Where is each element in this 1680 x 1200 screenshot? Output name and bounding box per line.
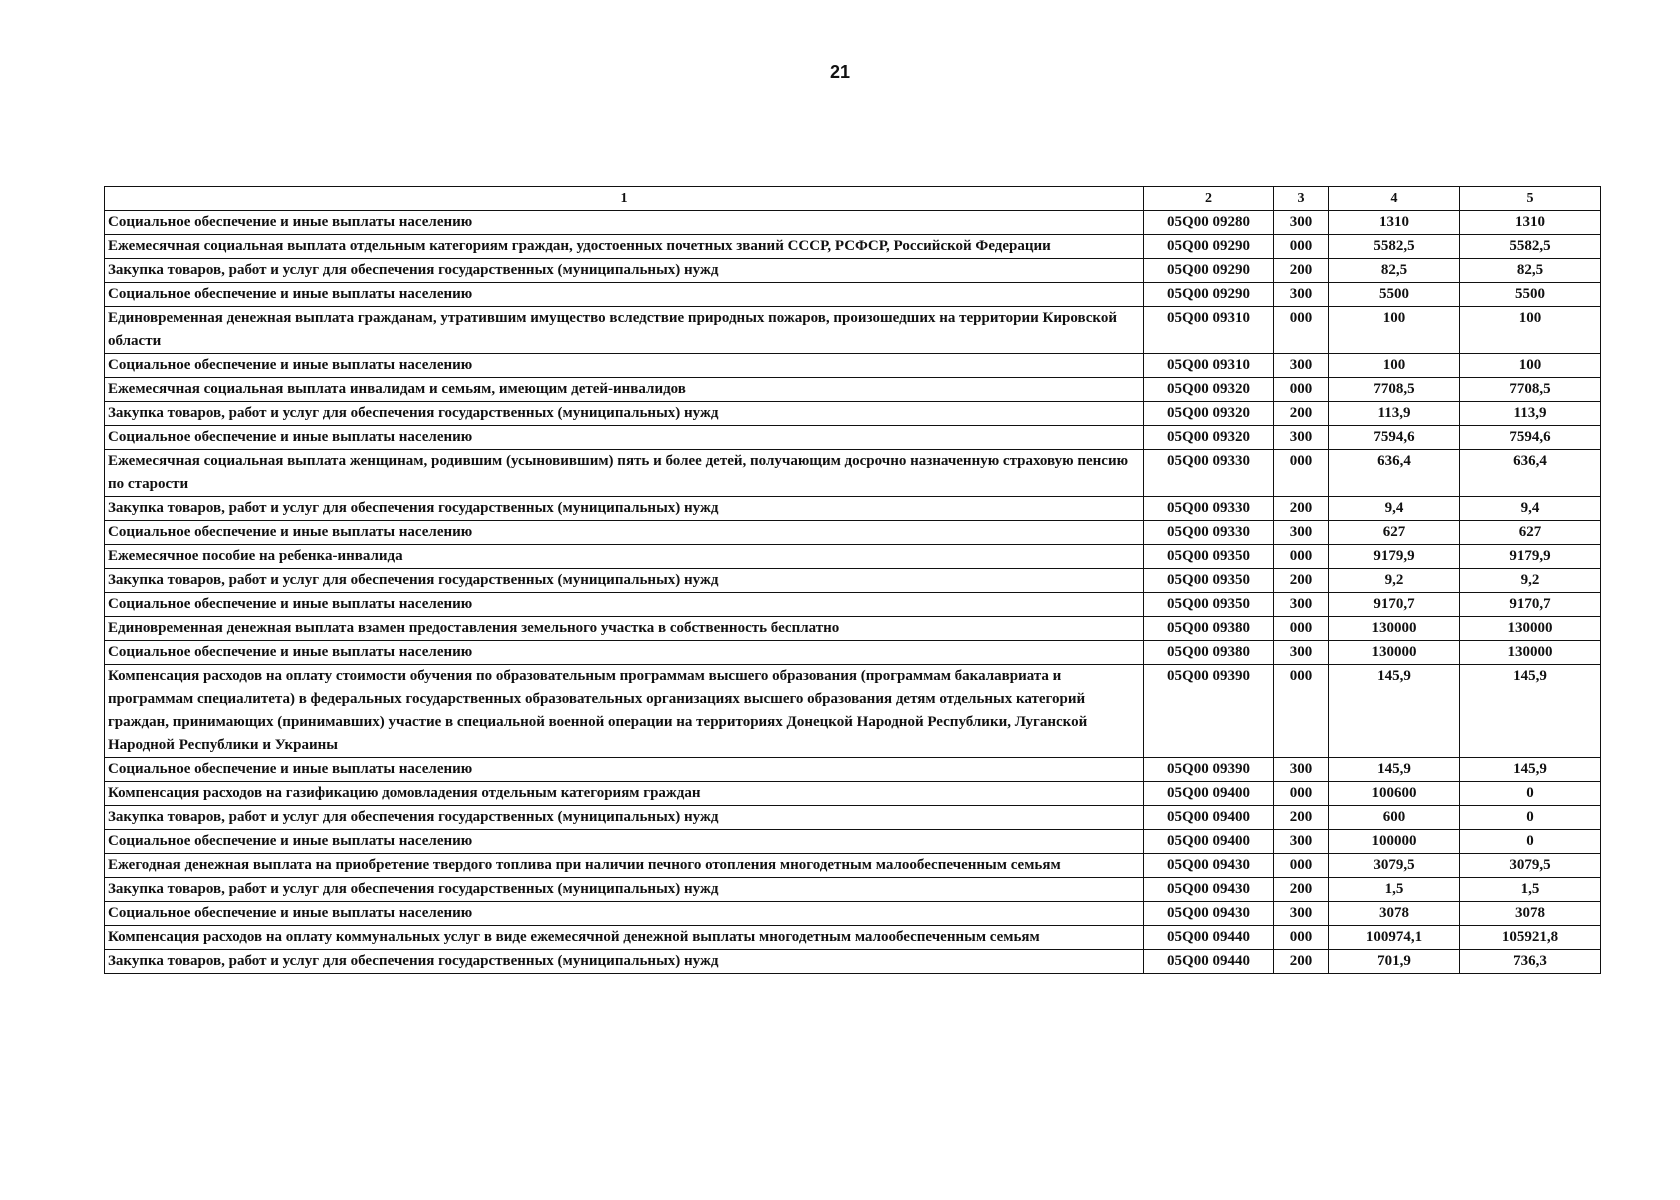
amount-col-4: 1310 (1329, 211, 1460, 235)
expense-type-code: 300 (1274, 758, 1329, 782)
amount-col-5: 145,9 (1460, 665, 1601, 758)
target-article-code: 05Q00 09290 (1144, 259, 1274, 283)
amount-col-4: 130000 (1329, 641, 1460, 665)
amount-col-5: 0 (1460, 782, 1601, 806)
row-description: Компенсация расходов на газификацию домовладения отдельным категориям граждан (105, 782, 1144, 806)
amount-col-5: 3079,5 (1460, 854, 1601, 878)
amount-col-5: 5582,5 (1460, 235, 1601, 259)
row-description: Социальное обеспечение и иные выплаты населению (105, 354, 1144, 378)
target-article-code: 05Q00 09400 (1144, 782, 1274, 806)
amount-col-4: 701,9 (1329, 950, 1460, 974)
row-description: Ежемесячное пособие на ребенка-инвалида (105, 545, 1144, 569)
budget-table (104, 186, 1601, 974)
amount-col-5: 100 (1460, 307, 1601, 354)
target-article-code: 05Q00 09350 (1144, 593, 1274, 617)
expense-type-code: 300 (1274, 641, 1329, 665)
amount-col-4: 9179,9 (1329, 545, 1460, 569)
target-article-code: 05Q00 09380 (1144, 617, 1274, 641)
row-description: Закупка товаров, работ и услуг для обеспечения государственных (муниципальных) нужд (105, 497, 1144, 521)
amount-col-4: 9,2 (1329, 569, 1460, 593)
amount-col-4: 113,9 (1329, 402, 1460, 426)
expense-type-code: 000 (1274, 307, 1329, 354)
amount-col-4: 145,9 (1329, 665, 1460, 758)
target-article-code: 05Q00 09280 (1144, 211, 1274, 235)
expense-type-code: 000 (1274, 782, 1329, 806)
expense-type-code: 000 (1274, 926, 1329, 950)
table-row (105, 235, 1601, 259)
expense-type-code: 200 (1274, 878, 1329, 902)
table-row (105, 665, 1601, 758)
row-description: Социальное обеспечение и иные выплаты населению (105, 830, 1144, 854)
target-article-code: 05Q00 09440 (1144, 926, 1274, 950)
page-number: 21 (829, 62, 851, 82)
table-row (105, 378, 1601, 402)
row-description: Закупка товаров, работ и услуг для обеспечения государственных (муниципальных) нужд (105, 950, 1144, 974)
target-article-code: 05Q00 09330 (1144, 450, 1274, 497)
row-description: Закупка товаров, работ и услуг для обеспечения государственных (муниципальных) нужд (105, 259, 1144, 283)
amount-col-4: 100 (1329, 354, 1460, 378)
column-header-4: 4 (1329, 187, 1460, 211)
amount-col-5: 130000 (1460, 617, 1601, 641)
amount-col-4: 9170,7 (1329, 593, 1460, 617)
amount-col-4: 145,9 (1329, 758, 1460, 782)
target-article-code: 05Q00 09320 (1144, 378, 1274, 402)
amount-col-5: 82,5 (1460, 259, 1601, 283)
table-row (105, 521, 1601, 545)
header-row (105, 187, 1601, 211)
target-article-code: 05Q00 09430 (1144, 878, 1274, 902)
amount-col-4: 100000 (1329, 830, 1460, 854)
table-row (105, 902, 1601, 926)
row-description: Социальное обеспечение и иные выплаты населению (105, 593, 1144, 617)
table-row (105, 545, 1601, 569)
target-article-code: 05Q00 09390 (1144, 665, 1274, 758)
expense-type-code: 300 (1274, 426, 1329, 450)
amount-col-5: 9170,7 (1460, 593, 1601, 617)
target-article-code: 05Q00 09290 (1144, 283, 1274, 307)
amount-col-4: 1,5 (1329, 878, 1460, 902)
amount-col-5: 3078 (1460, 902, 1601, 926)
row-description: Закупка товаров, работ и услуг для обеспечения государственных (муниципальных) нужд (105, 569, 1144, 593)
table-row (105, 497, 1601, 521)
amount-col-4: 7708,5 (1329, 378, 1460, 402)
row-description: Социальное обеспечение и иные выплаты населению (105, 211, 1144, 235)
amount-col-5: 1,5 (1460, 878, 1601, 902)
amount-col-5: 0 (1460, 806, 1601, 830)
amount-col-5: 7594,6 (1460, 426, 1601, 450)
expense-type-code: 000 (1274, 235, 1329, 259)
expense-type-code: 000 (1274, 854, 1329, 878)
amount-col-5: 105921,8 (1460, 926, 1601, 950)
target-article-code: 05Q00 09380 (1144, 641, 1274, 665)
target-article-code: 05Q00 09430 (1144, 854, 1274, 878)
expense-type-code: 300 (1274, 830, 1329, 854)
table-row (105, 569, 1601, 593)
row-description: Закупка товаров, работ и услуг для обеспечения государственных (муниципальных) нужд (105, 806, 1144, 830)
expense-type-code: 300 (1274, 354, 1329, 378)
amount-col-5: 627 (1460, 521, 1601, 545)
amount-col-4: 82,5 (1329, 259, 1460, 283)
column-header-3: 3 (1274, 187, 1329, 211)
amount-col-4: 636,4 (1329, 450, 1460, 497)
expense-type-code: 000 (1274, 617, 1329, 641)
table-row (105, 402, 1601, 426)
amount-col-4: 5500 (1329, 283, 1460, 307)
expense-type-code: 300 (1274, 283, 1329, 307)
expense-type-code: 200 (1274, 402, 1329, 426)
table-row (105, 426, 1601, 450)
target-article-code: 05Q00 09330 (1144, 521, 1274, 545)
row-description: Ежемесячная социальная выплата женщинам, родившим (усыновившим) пять и более детей, получающим досрочно назначенную страховую пенсию по старости (105, 450, 1144, 497)
amount-col-4: 9,4 (1329, 497, 1460, 521)
table-row (105, 926, 1601, 950)
amount-col-5: 145,9 (1460, 758, 1601, 782)
amount-col-4: 3079,5 (1329, 854, 1460, 878)
amount-col-4: 100 (1329, 307, 1460, 354)
target-article-code: 05Q00 09430 (1144, 902, 1274, 926)
row-description: Закупка товаров, работ и услуг для обеспечения государственных (муниципальных) нужд (105, 878, 1144, 902)
amount-col-5: 736,3 (1460, 950, 1601, 974)
expense-type-code: 200 (1274, 950, 1329, 974)
target-article-code: 05Q00 09350 (1144, 569, 1274, 593)
expense-type-code: 200 (1274, 497, 1329, 521)
table-row (105, 617, 1601, 641)
expense-type-code: 000 (1274, 665, 1329, 758)
row-description: Социальное обеспечение и иные выплаты населению (105, 283, 1144, 307)
row-description: Единовременная денежная выплата гражданам, утратившим имущество вследствие природных пожаров, произошедших на территории Кировской области (105, 307, 1144, 354)
amount-col-5: 5500 (1460, 283, 1601, 307)
target-article-code: 05Q00 09290 (1144, 235, 1274, 259)
amount-col-5: 130000 (1460, 641, 1601, 665)
column-header-2: 2 (1144, 187, 1274, 211)
expense-type-code: 300 (1274, 902, 1329, 926)
row-description: Ежемесячная социальная выплата отдельным категориям граждан, удостоенных почетных званий СССР, РСФСР, Российской Федерации (105, 235, 1144, 259)
target-article-code: 05Q00 09320 (1144, 426, 1274, 450)
table-row (105, 307, 1601, 354)
target-article-code: 05Q00 09400 (1144, 806, 1274, 830)
target-article-code: 05Q00 09310 (1144, 354, 1274, 378)
table-row (105, 806, 1601, 830)
target-article-code: 05Q00 09310 (1144, 307, 1274, 354)
amount-col-4: 130000 (1329, 617, 1460, 641)
expense-type-code: 300 (1274, 521, 1329, 545)
target-article-code: 05Q00 09440 (1144, 950, 1274, 974)
expense-type-code: 000 (1274, 378, 1329, 402)
target-article-code: 05Q00 09390 (1144, 758, 1274, 782)
table-row (105, 593, 1601, 617)
row-description: Ежегодная денежная выплата на приобретение твердого топлива при наличии печного отопления многодетным малообеспеченным семьям (105, 854, 1144, 878)
target-article-code: 05Q00 09350 (1144, 545, 1274, 569)
amount-col-5: 636,4 (1460, 450, 1601, 497)
table-row (105, 450, 1601, 497)
amount-col-4: 3078 (1329, 902, 1460, 926)
amount-col-5: 7708,5 (1460, 378, 1601, 402)
amount-col-5: 100 (1460, 354, 1601, 378)
table-row (105, 878, 1601, 902)
row-description: Компенсация расходов на оплату стоимости обучения по образовательным программам высшего образования (программам бакалавриата и программам специалитета) в федеральных государственных образовательных организациях высшего образования детям отдельных категорий граждан, принимающих (принимавших) участие в специальной военной операции на территориях Донецкой Народной Республики, Луганской Народной Республики и Украины (105, 665, 1144, 758)
budget-table-container (104, 186, 1600, 974)
row-description: Социальное обеспечение и иные выплаты населению (105, 902, 1144, 926)
table-row (105, 758, 1601, 782)
amount-col-5: 9,4 (1460, 497, 1601, 521)
table-body (105, 211, 1601, 974)
amount-col-4: 627 (1329, 521, 1460, 545)
target-article-code: 05Q00 09330 (1144, 497, 1274, 521)
target-article-code: 05Q00 09320 (1144, 402, 1274, 426)
expense-type-code: 200 (1274, 259, 1329, 283)
row-description: Социальное обеспечение и иные выплаты населению (105, 641, 1144, 665)
column-header-1: 1 (105, 187, 1144, 211)
expense-type-code: 300 (1274, 211, 1329, 235)
amount-col-4: 7594,6 (1329, 426, 1460, 450)
row-description: Закупка товаров, работ и услуг для обеспечения государственных (муниципальных) нужд (105, 402, 1144, 426)
amount-col-5: 113,9 (1460, 402, 1601, 426)
amount-col-4: 600 (1329, 806, 1460, 830)
amount-col-4: 5582,5 (1329, 235, 1460, 259)
expense-type-code: 300 (1274, 593, 1329, 617)
amount-col-5: 1310 (1460, 211, 1601, 235)
expense-type-code: 000 (1274, 450, 1329, 497)
target-article-code: 05Q00 09400 (1144, 830, 1274, 854)
row-description: Ежемесячная социальная выплата инвалидам и семьям, имеющим детей-инвалидов (105, 378, 1144, 402)
table-row (105, 283, 1601, 307)
table-row (105, 211, 1601, 235)
row-description: Социальное обеспечение и иные выплаты населению (105, 426, 1144, 450)
row-description: Социальное обеспечение и иные выплаты населению (105, 521, 1144, 545)
row-description: Единовременная денежная выплата взамен предоставления земельного участка в собственность бесплатно (105, 617, 1144, 641)
amount-col-4: 100974,1 (1329, 926, 1460, 950)
expense-type-code: 000 (1274, 545, 1329, 569)
table-row (105, 830, 1601, 854)
row-description: Социальное обеспечение и иные выплаты населению (105, 758, 1144, 782)
table-row (105, 354, 1601, 378)
table-row (105, 259, 1601, 283)
expense-type-code: 200 (1274, 569, 1329, 593)
expense-type-code: 200 (1274, 806, 1329, 830)
row-description: Компенсация расходов на оплату коммунальных услуг в виде ежемесячной денежной выплаты многодетным малообеспеченным семьям (105, 926, 1144, 950)
amount-col-5: 0 (1460, 830, 1601, 854)
table-row (105, 950, 1601, 974)
table-header (105, 187, 1601, 211)
column-header-5: 5 (1460, 187, 1601, 211)
table-row (105, 782, 1601, 806)
table-row (105, 641, 1601, 665)
table-row (105, 854, 1601, 878)
amount-col-5: 9179,9 (1460, 545, 1601, 569)
amount-col-4: 100600 (1329, 782, 1460, 806)
amount-col-5: 9,2 (1460, 569, 1601, 593)
